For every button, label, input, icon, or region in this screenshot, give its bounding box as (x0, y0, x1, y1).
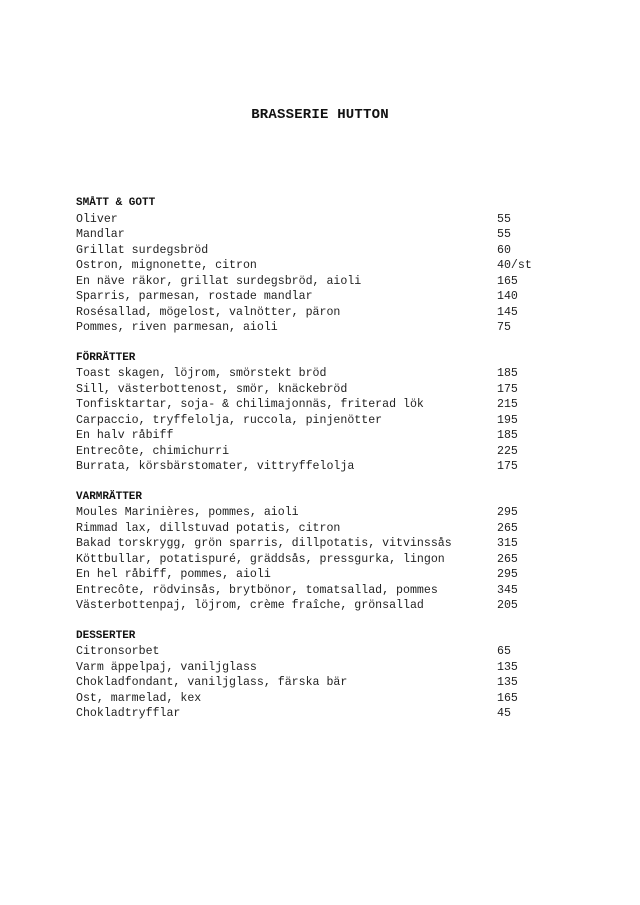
item-price: 225 (497, 444, 518, 458)
item-name: Toast skagen, löjrom, smörstekt bröd (76, 367, 327, 380)
menu-section (76, 351, 556, 475)
item-name: Västerbottenpaj, löjrom, crème fraîche, grönsallad (76, 599, 424, 612)
menu-item (76, 428, 556, 444)
menu-section (76, 196, 556, 336)
menu-item (76, 567, 556, 583)
item-name: Moules Marinières, pommes, aioli (76, 506, 299, 519)
item-price: 265 (497, 552, 518, 566)
item-price: 55 (497, 212, 511, 226)
item-name: Varm äppelpaj, vaniljglass (76, 660, 257, 674)
item-name: Sparris, parmesan, rostade mandlar (76, 290, 313, 303)
menu-item (76, 366, 556, 382)
item-price: 295 (497, 568, 518, 581)
item-price: 65 (497, 645, 511, 658)
item-name: Entrecôte, rödvinsås, brytbönor, tomatsallad, pommes (76, 583, 438, 597)
item-name: En näve räkor, grillat surdegsbröd, aioli (76, 274, 362, 288)
item-price: 165 (497, 691, 518, 705)
menu-item (76, 305, 556, 321)
item-price: 295 (497, 506, 518, 519)
menu-item (76, 227, 556, 243)
item-price: 345 (497, 583, 518, 597)
menu-item (76, 212, 556, 228)
menu-item (76, 552, 556, 568)
menu-item (76, 598, 556, 614)
item-name: Tonfisktartar, soja- & chilimajonnäs, friterad lök (76, 398, 424, 411)
menu-item (76, 660, 556, 676)
item-price: 165 (497, 274, 518, 288)
section-title: SMÅTT & GOTT (76, 197, 156, 209)
menu-item (76, 583, 556, 599)
item-price: 40/st (497, 259, 532, 272)
menu-section (76, 629, 556, 722)
item-name: Chokladtryfflar (76, 707, 181, 720)
menu-item (76, 320, 556, 336)
menu-item (76, 243, 556, 259)
item-price: 135 (497, 676, 518, 689)
section-title: FÖRRÄTTER (76, 351, 136, 364)
menu-item (76, 459, 556, 475)
menu-item (76, 505, 556, 521)
item-name: Bakad torskrygg, grön sparris, dillpotatis, vitvinssås (76, 537, 452, 550)
item-name: Mandlar (76, 228, 125, 241)
item-name: Ostron, mignonette, citron (76, 259, 257, 272)
menu-item (76, 258, 556, 274)
item-price: 315 (497, 537, 518, 550)
item-price: 75 (497, 321, 511, 334)
item-price: 55 (497, 228, 511, 241)
menu-item (76, 675, 556, 691)
item-price: 185 (497, 367, 518, 380)
menu-item (76, 536, 556, 552)
item-price: 145 (497, 305, 518, 319)
item-name: Oliver (76, 212, 118, 226)
item-name: Carpaccio, tryffelolja, ruccola, pinjenötter (76, 413, 383, 427)
menu-item (76, 382, 556, 398)
item-name: En hel råbiff, pommes, aioli (76, 568, 271, 581)
item-name: Köttbullar, potatispuré, gräddsås, pressgurka, lingon (76, 552, 445, 566)
menu-item (76, 521, 556, 537)
menu-item (76, 289, 556, 305)
item-price: 175 (497, 460, 518, 473)
item-price: 45 (497, 707, 511, 720)
menu-item (76, 274, 556, 290)
item-name: Burrata, körsbärstomater, vittryffelolja (76, 460, 355, 473)
item-name: Citronsorbet (76, 645, 160, 658)
section-title: VARMRÄTTER (76, 490, 143, 503)
menu-item (76, 691, 556, 707)
item-price: 215 (497, 398, 518, 411)
item-name: En halv råbiff (76, 429, 174, 442)
menu-item (76, 644, 556, 660)
menu-item (76, 413, 556, 429)
menu-item (76, 444, 556, 460)
item-price: 185 (497, 429, 518, 442)
item-name: Grillat surdegsbröd (76, 243, 209, 257)
item-name: Ost, marmelad, kex (76, 691, 202, 705)
item-price: 60 (497, 243, 511, 257)
item-name: Sill, västerbottenost, smör, knäckebröd (76, 382, 348, 396)
section-title: DESSERTER (76, 629, 136, 642)
item-name: Chokladfondant, vaniljglass, färska bär (76, 676, 348, 689)
menu-item (76, 706, 556, 722)
page-title: BRASSERIE HUTTON (251, 107, 389, 123)
item-price: 175 (497, 382, 518, 396)
menu (76, 196, 556, 737)
item-price: 265 (497, 521, 518, 535)
item-name: Pommes, riven parmesan, aioli (76, 321, 278, 334)
item-name: Rimmad lax, dillstuvad potatis, citron (76, 521, 341, 535)
item-name: Rosésallad, mögelost, valnötter, päron (76, 305, 341, 319)
item-name: Entrecôte, chimichurri (76, 444, 230, 458)
item-price: 205 (497, 599, 518, 612)
item-price: 195 (497, 413, 518, 427)
item-price: 135 (497, 660, 518, 674)
menu-item (76, 397, 556, 413)
menu-section (76, 490, 556, 614)
item-price: 140 (497, 290, 518, 303)
